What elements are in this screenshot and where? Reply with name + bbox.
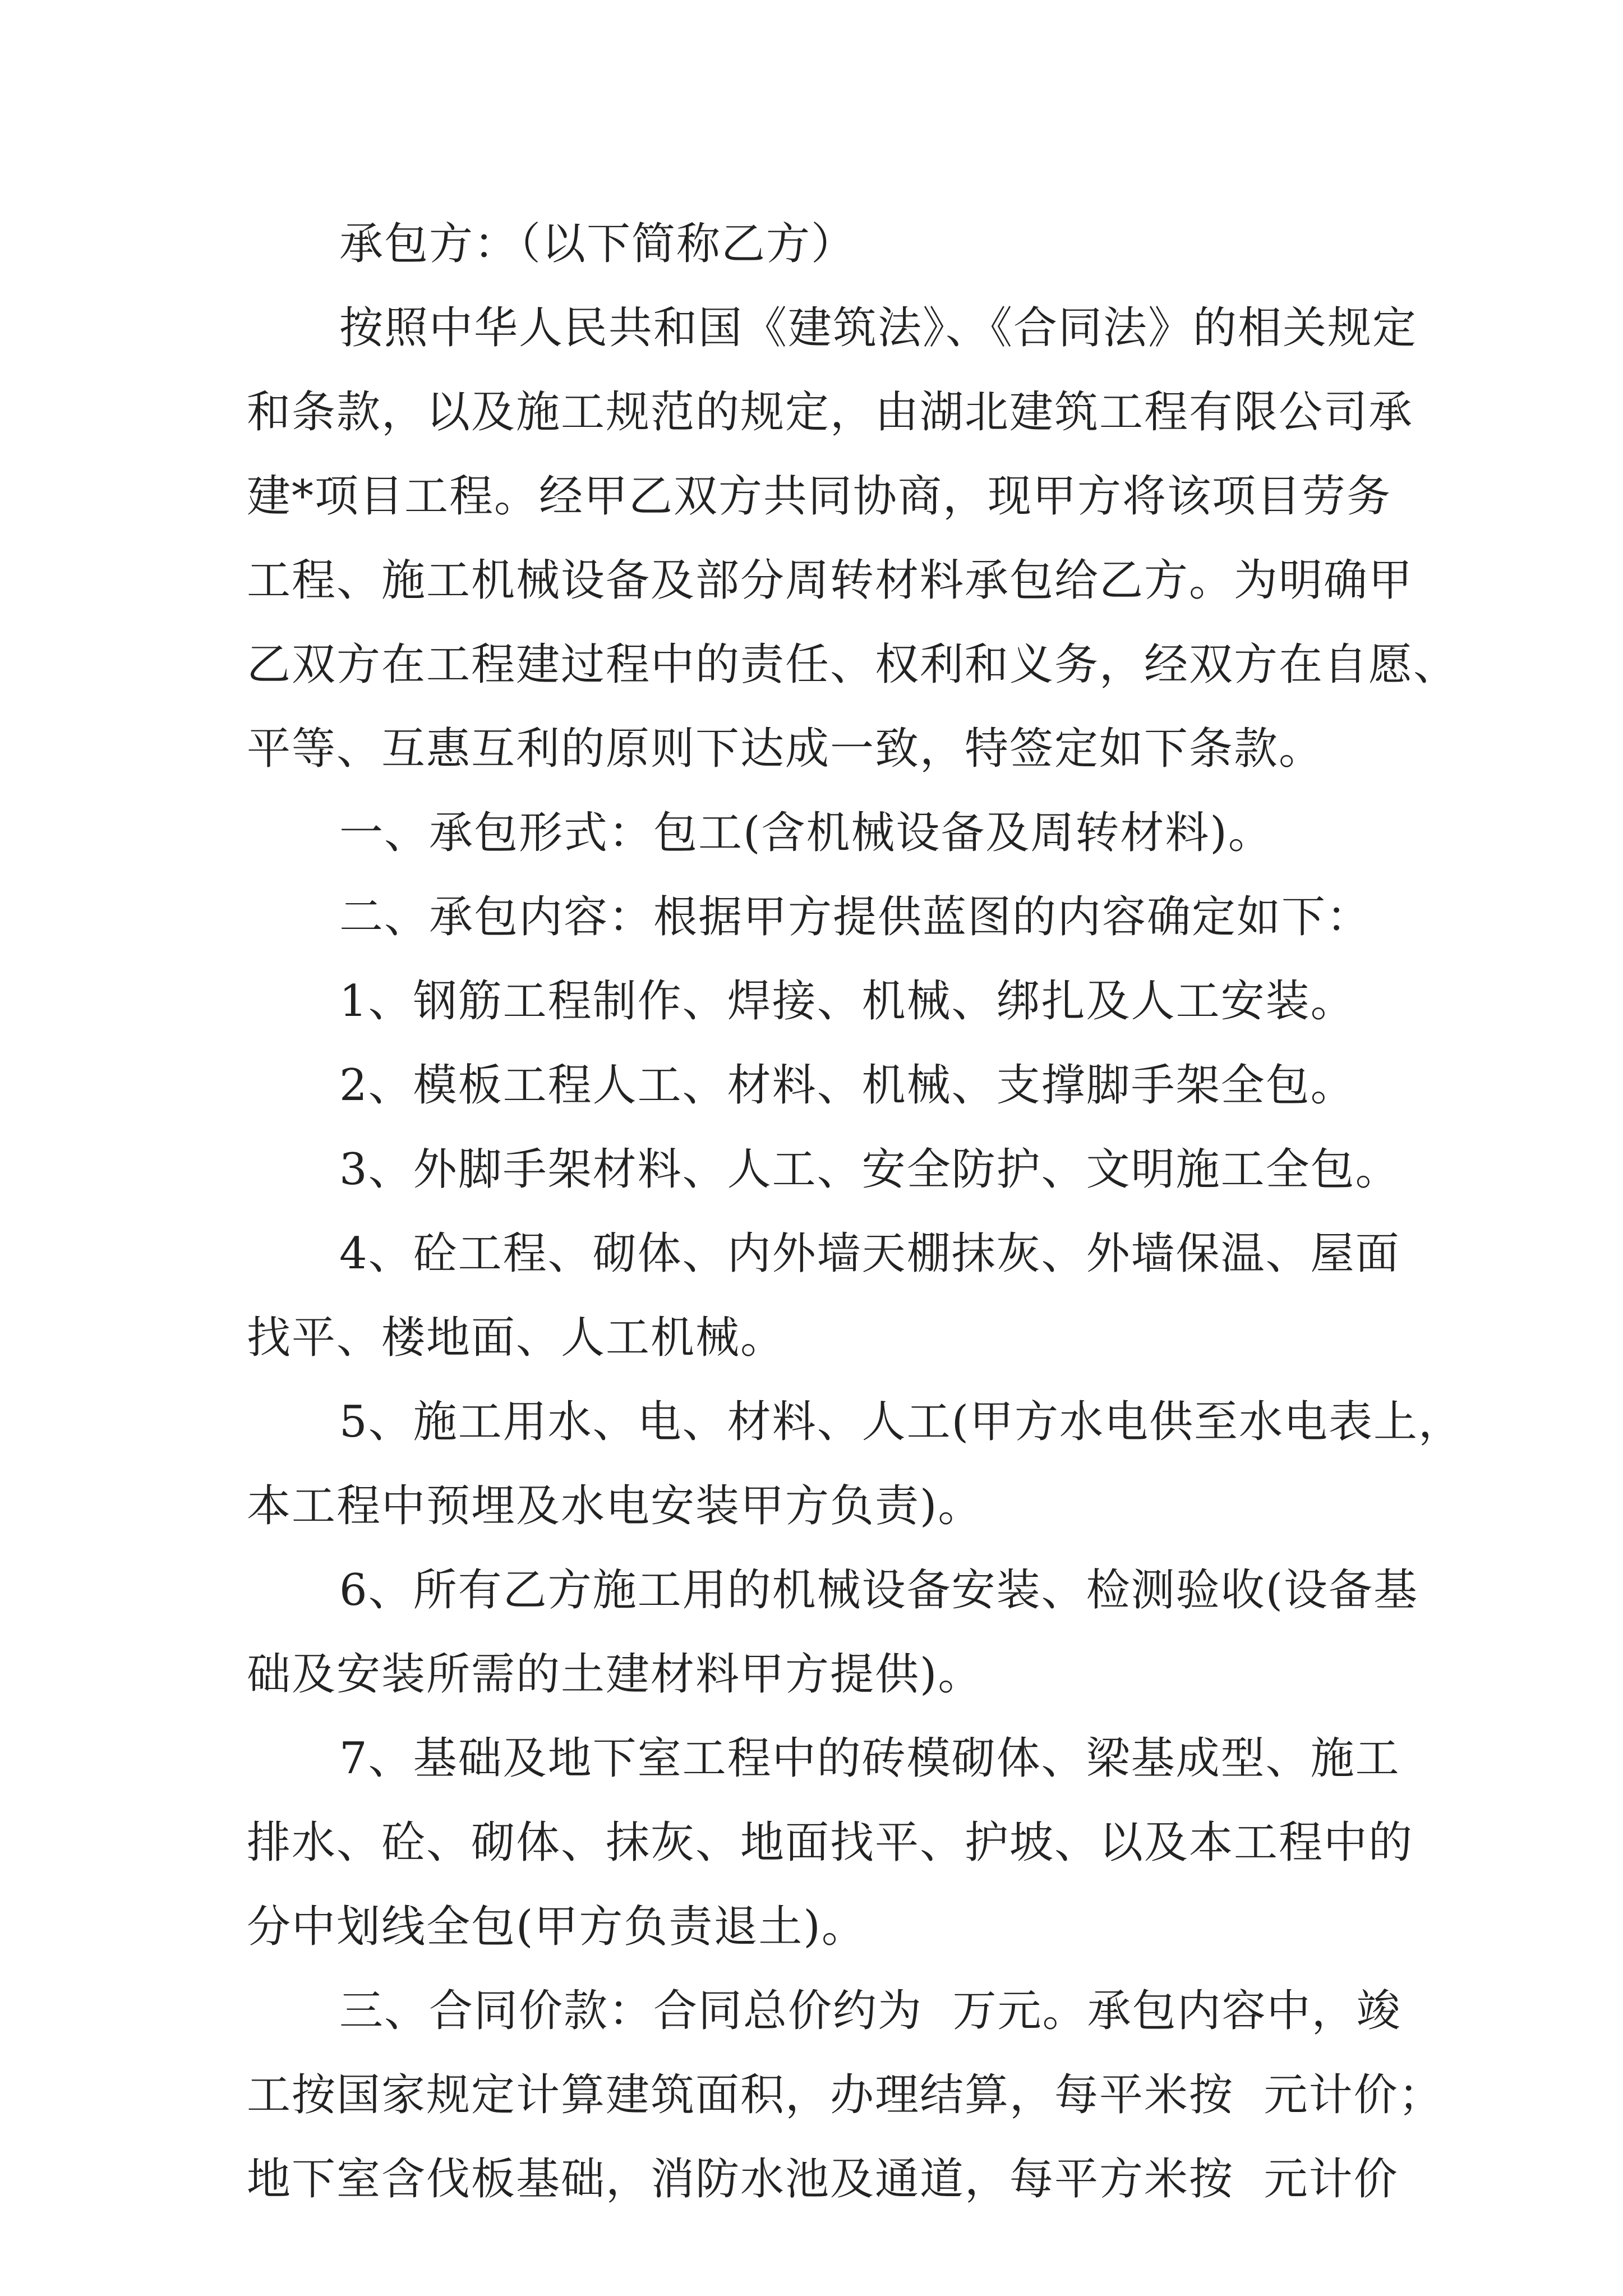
text-line: 6、所有乙方施工用的机械设备安装、检测验收(设备基 bbox=[339, 1565, 1419, 1616]
text-line: 排水、砼、砌体、抹灰、地面找平、护坡、以及本工程中的 bbox=[247, 1818, 1414, 1868]
text-line: 平等、互惠互利的原则下达成一致，特签定如下条款。 bbox=[247, 724, 1324, 774]
contract-text bbox=[247, 202, 1464, 2221]
text-line: 4、砼工程、砌体、内外墙天棚抹灰、外墙保温、屋面 bbox=[339, 1228, 1400, 1279]
text-line: 7、基础及地下室工程中的砖模砌体、梁基成型、施工 bbox=[339, 1733, 1400, 1784]
text-line: 一、承包形式：包工(含机械设备及周转材料)。 bbox=[339, 808, 1273, 858]
text-line: 本工程中预埋及水电安装甲方负责)。 bbox=[247, 1481, 983, 1531]
text-line: 地下室含伐板基础，消防水池及通道，每平方米按 元计价 bbox=[247, 2154, 1399, 2205]
text-line: 二、承包内容：根据甲方提供蓝图的内容确定如下： bbox=[339, 892, 1372, 942]
text-line: 和条款，以及施工规范的规定，由湖北建筑工程有限公司承 bbox=[247, 387, 1414, 438]
text-line: 1、钢筋工程制作、焊接、机械、绑扎及人工安装。 bbox=[339, 976, 1355, 1027]
text-line: 承包方：（以下简称乙方） bbox=[339, 219, 856, 269]
text-line: 建*项目工程。经甲乙双方共同协商，现甲方将该项目劳务 bbox=[247, 471, 1392, 522]
text-line: 3、外脚手架材料、人工、安全防护、文明施工全包。 bbox=[339, 1144, 1400, 1195]
text-line: 按照中华人民共和国《建筑法》、《合同法》的相关规定 bbox=[339, 303, 1418, 353]
text-line: 工程、施工机械设备及部分周转材料承包给乙方。为明确甲 bbox=[247, 555, 1414, 606]
text-line: 5、施工用水、电、材料、人工(甲方水电供至水电表上， bbox=[339, 1397, 1464, 1447]
text-line: 2、模板工程人工、材料、机械、支撑脚手架全包。 bbox=[339, 1060, 1355, 1111]
text-line: 础及安装所需的土建材料甲方提供)。 bbox=[247, 1649, 983, 1700]
text-line: 分中划线全包(甲方负责退土)。 bbox=[247, 1902, 866, 1952]
text-line: 找平、楼地面、人工机械。 bbox=[247, 1313, 786, 1363]
text-line: 乙双方在工程建过程中的责任、权利和义务，经双方在自愿、 bbox=[247, 639, 1459, 690]
text-line: 工按国家规定计算建筑面积，办理结算，每平米按 元计价； bbox=[247, 2070, 1444, 2120]
text-line: 三、合同价款：合同总价约为 万元。承包内容中，竣 bbox=[339, 1986, 1401, 2036]
